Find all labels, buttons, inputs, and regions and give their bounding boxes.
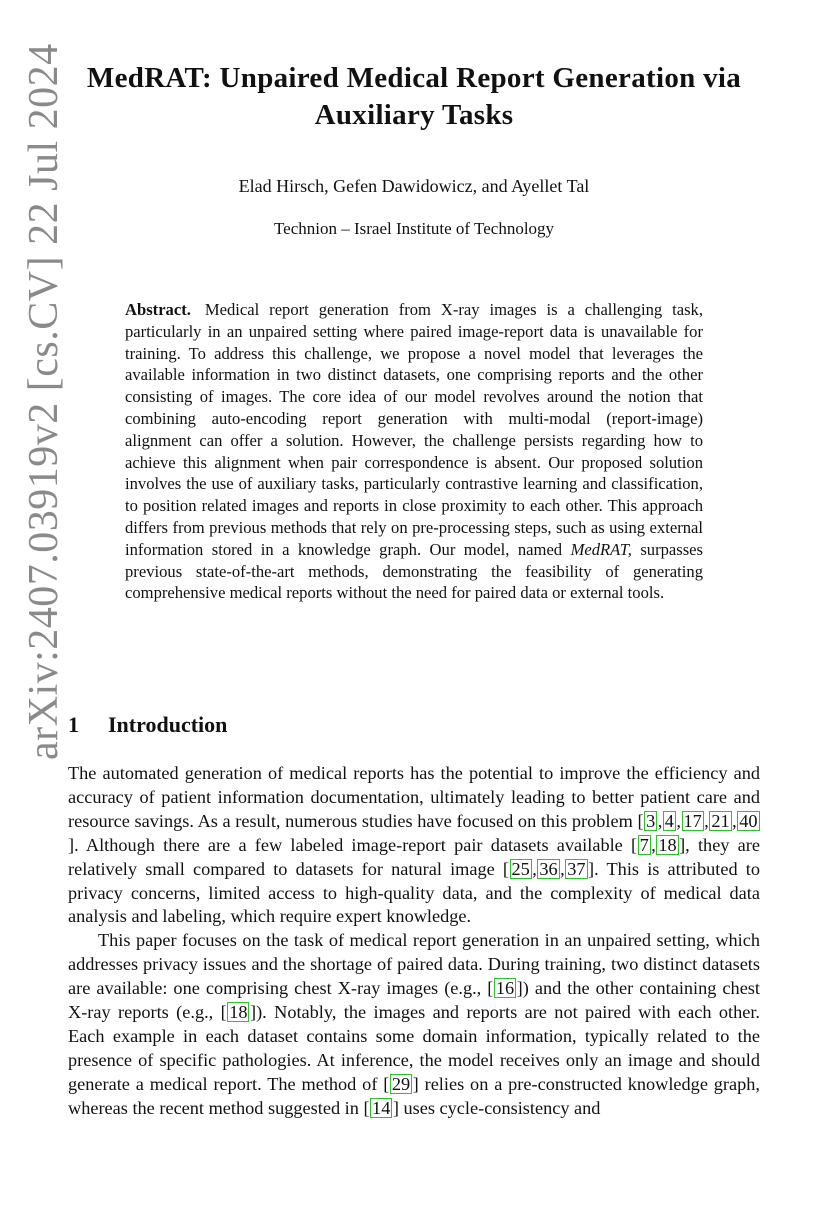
body-text [68, 762, 760, 1121]
citation-link[interactable]: 21 [711, 810, 730, 831]
author-list: Elad Hirsch, Gefen Dawidowicz, and Ayellet Tal [238, 176, 590, 196]
citation-link[interactable]: 7 [639, 834, 649, 855]
abstract-text-end: surpasses previous state-of-the-art methods, demonstrating the feasibility of generating comprehensive medical reports without the need for paired data or external tools. [125, 539, 703, 603]
text-run: The automated generation of medical reports has the potential to improve the efficiency and accuracy of patient information documentation, ultimately leading to better patient care and resource savings. As a result, numerous studies have focused on this problem [ [68, 763, 760, 831]
citation-link[interactable]: 16 [495, 978, 515, 999]
citation-link[interactable]: 17 [683, 810, 702, 831]
text-run: ] relies on a pre-constructed knowledge graph, whereas the recent method suggested in [ [68, 1073, 760, 1118]
text-run: ]. Although there are a few labeled image-report pair datasets available [ [68, 834, 638, 855]
citation-link[interactable]: 25 [511, 858, 530, 879]
citation-link[interactable]: 4 [664, 810, 674, 831]
section-heading [68, 710, 756, 740]
section-number: 1 [68, 712, 79, 737]
model-name: MedRAT, [570, 539, 632, 559]
text-run: ] uses cycle-consistency and [392, 1097, 601, 1118]
text-run: ]). Notably, the images and reports are not paired with each other. Each example in each dataset contains some domain information, typically related to the presence of specific pathologies. At inference, the model receives only an image and should generate a medical report. The method of [ [68, 1002, 760, 1094]
citation-link[interactable]: 3 [646, 810, 656, 831]
paper-title: MedRAT: Unpaired Medical Report Generation via Auxiliary Tasks [86, 62, 742, 131]
paragraph [68, 929, 760, 1120]
citation-link[interactable]: 18 [658, 834, 677, 855]
citation-link[interactable]: 18 [229, 1002, 248, 1023]
abstract-text: Medical report generation from X-ray images is a challenging task, particularly in an unpaired setting where paired image-report data is unavailable for training. To address this challenge, we propose a novel model that leverages the available information in two distinct datasets, one comprising reports and the other consisting of images. The core idea of our model revolves around the notion that combining auto-encoding report generation with multi-modal (report-image) alignment can offer a solution. However, the challenge persists regarding how to achieve this alignment when pair correspondence is absent. Our proposed solution involves the use of auxiliary tasks, particularly contrastive learning and classification, to position related images and reports in close proximity to each other. This approach differs from previous methods that rely on pre-processing steps, such as using external information stored in a knowledge graph. Our model, named [125, 300, 704, 559]
abstract-label: Abstract. [125, 300, 191, 319]
text-run: ]. This is attributed to privacy concerns, limited access to high-quality data, and the complexity of medical data analysis and labeling, which require expert knowledge. [68, 858, 761, 927]
affiliation: Technion – Israel Institute of Technology [273, 219, 555, 238]
text-run: This paper focuses on the task of medical report generation in an unpaired setting, which addresses privacy issues and the shortage of paired data. During training, two distinct datasets are available: one comprising chest X-ray images (e.g., [ [68, 930, 760, 999]
text-run: ], they are relatively small compared to datasets for natural image [ [68, 834, 760, 879]
citation-link[interactable]: 36 [539, 858, 558, 879]
text-run: ]) and the other containing chest X-ray reports (e.g., [ [68, 978, 760, 1023]
citation-link[interactable]: 29 [391, 1073, 411, 1094]
citation-link[interactable]: 14 [372, 1097, 391, 1118]
abstract-block [125, 299, 703, 604]
paragraph: The automated generation of medical reports has the potential to improve the efficiency and accuracy of patient information documentation, ultimately leading to better patient care and resource savings. As a result, numerous studies have focused on this problem [ 3 , 4 , 17 , 21 , 40]. Although there are a few labeled image-report pair datasets available [ 7 , 18 ], they are relatively small compared to datasets for natural image [ 25 , 36 , 37 ]. This is attributed to privacy concerns, limited access to high-quality data, and the complexity of medical data analysis and labeling, which require expert knowledge. [68, 763, 761, 927]
section-title: Introduction [108, 712, 228, 737]
arxiv-identifier-stamp: arXiv:2407.03919v2 [cs.CV] 22 Jul 2024 [21, 43, 67, 760]
citation-link[interactable]: 37 [567, 858, 586, 879]
citation-link[interactable]: 40 [739, 810, 758, 831]
